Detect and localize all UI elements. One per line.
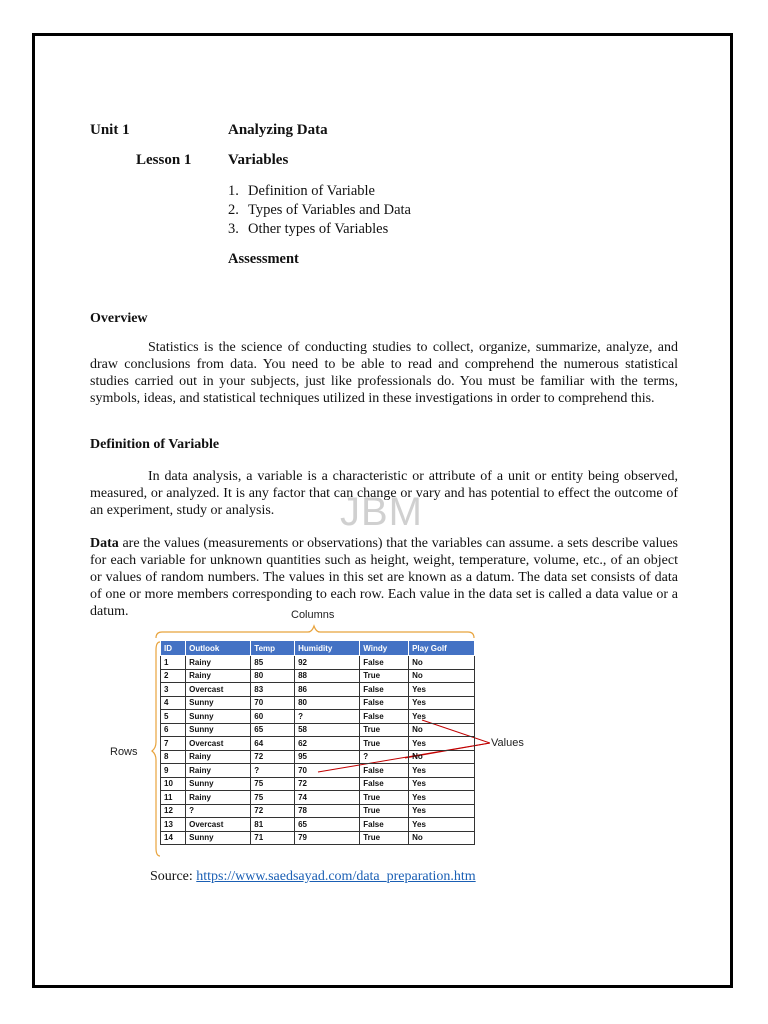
table-cell: 60 — [251, 710, 295, 724]
table-cell: Rainy — [186, 669, 251, 683]
assessment-label: Assessment — [228, 251, 299, 267]
unit-label: Unit 1 — [90, 122, 130, 138]
table-cell: False — [360, 764, 409, 778]
header-cell: Humidity — [295, 641, 360, 656]
table-cell: 2 — [161, 669, 186, 683]
unit-title: Analyzing Data — [228, 122, 328, 138]
table-cell: 62 — [295, 737, 360, 751]
table-cell: 10 — [161, 777, 186, 791]
table-cell: 88 — [295, 669, 360, 683]
columns-label: Columns — [291, 609, 335, 621]
topic-text: Definition of Variable — [248, 183, 375, 199]
table-cell: No — [409, 831, 475, 845]
table-cell: Rainy — [186, 750, 251, 764]
overview-paragraph: Statistics is the science of conducting studies to collect, organize, summarize, analyze, and draw conclusions from data. You need to be able to read and comprehend the numerous statistical studies carried out in your subjects, just like professionals do. You must be familiar with the terms, symbols, ideas, and statistical techniques utilized in these investigations in order to comprehend this. — [90, 340, 678, 406]
golf-data-table — [160, 640, 475, 845]
table-cell: ? — [186, 804, 251, 818]
table-cell: No — [409, 723, 475, 737]
table-cell: True — [360, 804, 409, 818]
table-cell: 81 — [251, 818, 295, 832]
table-cell: Yes — [409, 791, 475, 805]
definition-paragraph: In data analysis, a variable is a characteristic or attribute of a unit or entity being observed, measured, or analyzed. It is any factor that can change or vary and has potential to effect the outcome of an experiment, study or analysis. — [90, 469, 678, 518]
lesson-topics-list — [228, 182, 411, 239]
table-row — [161, 710, 475, 724]
table-cell: 65 — [251, 723, 295, 737]
header-cell: Outlook — [186, 641, 251, 656]
table-cell: Yes — [409, 737, 475, 751]
table-cell: Overcast — [186, 818, 251, 832]
table-cell: 72 — [251, 750, 295, 764]
table-cell: Sunny — [186, 696, 251, 710]
source-label: Source: — [150, 869, 197, 884]
table-row — [161, 818, 475, 832]
table-cell: No — [409, 750, 475, 764]
table-row — [161, 737, 475, 751]
overview-heading: Overview — [90, 311, 148, 326]
table-cell: False — [360, 683, 409, 697]
table-cell: 12 — [161, 804, 186, 818]
table-cell: 6 — [161, 723, 186, 737]
rows-label: Rows — [110, 746, 138, 758]
table-row — [161, 696, 475, 710]
table-cell: 3 — [161, 683, 186, 697]
table-row — [161, 791, 475, 805]
table-cell: 79 — [295, 831, 360, 845]
table-cell: 8 — [161, 750, 186, 764]
table-row — [161, 764, 475, 778]
table-cell: 80 — [251, 669, 295, 683]
table-cell: 95 — [295, 750, 360, 764]
definition-heading: Definition of Variable — [90, 437, 220, 452]
table-row — [161, 777, 475, 791]
topic-item — [228, 201, 411, 220]
source-citation — [150, 869, 476, 885]
table-cell: Yes — [409, 818, 475, 832]
rows-brace — [152, 642, 160, 856]
table-cell: True — [360, 669, 409, 683]
topic-text: Types of Variables and Data — [248, 202, 411, 218]
table-cell: Yes — [409, 804, 475, 818]
table-cell: 78 — [295, 804, 360, 818]
table-cell: 85 — [251, 656, 295, 670]
table-cell: True — [360, 791, 409, 805]
table-cell: 70 — [251, 696, 295, 710]
table-cell: 75 — [251, 791, 295, 805]
table-cell: ? — [295, 710, 360, 724]
table-cell: Yes — [409, 764, 475, 778]
table-cell: No — [409, 669, 475, 683]
table-cell: True — [360, 831, 409, 845]
table-cell: 11 — [161, 791, 186, 805]
table-cell: True — [360, 737, 409, 751]
table-cell: Yes — [409, 777, 475, 791]
table-cell: ? — [360, 750, 409, 764]
table-cell: Yes — [409, 683, 475, 697]
table-cell: Rainy — [186, 656, 251, 670]
table-row — [161, 683, 475, 697]
table-header-row — [161, 641, 475, 656]
data-paragraph — [90, 535, 678, 620]
source-link[interactable]: https://www.saedsayad.com/data_preparation.htm — [196, 869, 476, 884]
header-cell: Temp — [251, 641, 295, 656]
table-cell: 70 — [295, 764, 360, 778]
table-cell: 72 — [251, 804, 295, 818]
table-cell: Yes — [409, 696, 475, 710]
data-term: Data — [90, 536, 119, 551]
topic-number: 2. — [228, 202, 239, 218]
header-cell: Play Golf — [409, 641, 475, 656]
table-cell: 86 — [295, 683, 360, 697]
table-row — [161, 669, 475, 683]
header-cell: Windy — [360, 641, 409, 656]
table-cell: 65 — [295, 818, 360, 832]
table-cell: False — [360, 777, 409, 791]
table-cell: False — [360, 818, 409, 832]
table-cell: 83 — [251, 683, 295, 697]
data-description: are the values (measurements or observations) that the variables can assume. a sets describe values for each variable for unknown quantities such as height, weight, temperature, volume, etc., of an object or values of random numbers. The values in this set are known as a datum. The data set consists of data of one or more members corresponding to each row. Each value in the data set is called a data value or a datum. — [90, 536, 678, 619]
table-cell: Overcast — [186, 737, 251, 751]
table-cell: 9 — [161, 764, 186, 778]
topic-text: Other types of Variables — [248, 221, 389, 237]
table-cell: 5 — [161, 710, 186, 724]
table-cell: 58 — [295, 723, 360, 737]
table-cell: False — [360, 656, 409, 670]
table-row — [161, 723, 475, 737]
table-cell: Rainy — [186, 791, 251, 805]
table-cell: Sunny — [186, 710, 251, 724]
table-cell: 92 — [295, 656, 360, 670]
table-cell: 7 — [161, 737, 186, 751]
topic-number: 3. — [228, 221, 239, 237]
table-row — [161, 831, 475, 845]
topic-number: 1. — [228, 183, 239, 199]
table-cell: 74 — [295, 791, 360, 805]
header-cell: ID — [161, 641, 186, 656]
table-cell: 4 — [161, 696, 186, 710]
watermark: JBM — [340, 490, 423, 534]
topic-item — [228, 220, 411, 239]
table-row — [161, 656, 475, 670]
table-cell: 71 — [251, 831, 295, 845]
table-cell: 64 — [251, 737, 295, 751]
table-cell: 72 — [295, 777, 360, 791]
table-cell: 14 — [161, 831, 186, 845]
table-cell: 80 — [295, 696, 360, 710]
values-label: Values — [491, 737, 524, 749]
table-cell: Sunny — [186, 831, 251, 845]
table-row — [161, 804, 475, 818]
table-cell: 13 — [161, 818, 186, 832]
table-cell: Yes — [409, 710, 475, 724]
table-cell: 75 — [251, 777, 295, 791]
lesson-title: Variables — [228, 152, 289, 168]
table-cell: Sunny — [186, 777, 251, 791]
table-cell: False — [360, 710, 409, 724]
table-cell: ? — [251, 764, 295, 778]
lesson-label: Lesson 1 — [136, 152, 192, 168]
table-cell: No — [409, 656, 475, 670]
table-cell: Sunny — [186, 723, 251, 737]
table-cell: True — [360, 723, 409, 737]
table-cell: False — [360, 696, 409, 710]
table-cell: Overcast — [186, 683, 251, 697]
table-row — [161, 750, 475, 764]
table-cell: 1 — [161, 656, 186, 670]
table-cell: Rainy — [186, 764, 251, 778]
topic-item — [228, 182, 411, 201]
columns-brace — [156, 626, 474, 638]
